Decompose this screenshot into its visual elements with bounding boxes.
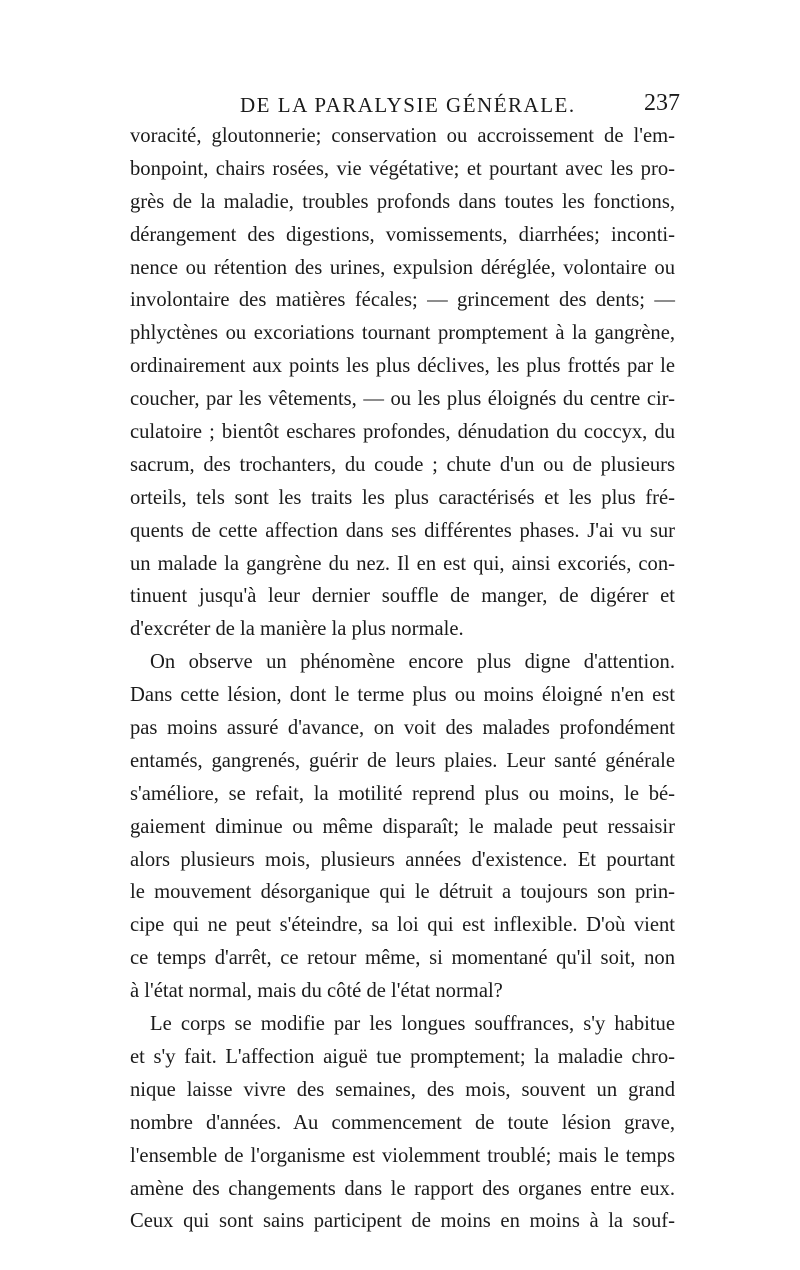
text-line: Ceux qui sont sains participent de moins en moins à la souf- xyxy=(130,1210,675,1233)
text-line: d'excréter de la manière la plus normale. xyxy=(130,618,464,641)
text-line: culatoire ; bientôt eschares profondes, dénudation du coccyx, du xyxy=(130,421,675,444)
text-line: dérangement des digestions, vomissements, diarrhées; inconti- xyxy=(130,223,675,246)
text-line: nique laisse vivre des semaines, des mois, souvent un grand xyxy=(130,1078,675,1101)
text-line: Le corps se modifie par les longues souffrances, s'y habitue xyxy=(150,1013,675,1036)
text-line: s'améliore, se refait, la motilité reprend plus ou moins, le bé- xyxy=(130,782,675,805)
text-line: pas moins assuré d'avance, on voit des malades profondément xyxy=(130,717,675,740)
text-line: involontaire des matières fécales; — grincement des dents; — xyxy=(130,289,675,312)
text-line: phlyctènes ou excoriations tournant promptement à la gangrène, xyxy=(130,322,675,345)
running-header: DE LA PARALYSIE GÉNÉRALE. xyxy=(240,93,576,117)
text-line: orteils, tels sont les traits les plus caractérisés et les plus fré- xyxy=(130,486,675,509)
text-line: amène des changements dans le rapport des organes entre eux. xyxy=(130,1177,675,1200)
text-line: tinuent jusqu'à leur dernier souffle de manger, de digérer et xyxy=(130,585,675,608)
text-line: nence ou rétention des urines, expulsion déréglée, volontaire ou xyxy=(130,256,675,279)
text-line: Dans cette lésion, dont le terme plus ou moins éloigné n'en est xyxy=(130,684,675,707)
body-text xyxy=(130,120,675,1238)
text-line: voracité, gloutonnerie; conservation ou accroissement de l'em- xyxy=(130,125,675,147)
text-line: le mouvement désorganique qui le détruit a toujours son prin- xyxy=(130,881,675,904)
text-line: entamés, gangrenés, guérir de leurs plaies. Leur santé générale xyxy=(130,749,675,772)
text-line: quents de cette affection dans ses différentes phases. J'ai vu sur xyxy=(130,519,675,542)
text-line: grès de la maladie, troubles profonds dans toutes les fonctions, xyxy=(130,190,675,213)
text-line: alors plusieurs mois, plusieurs années d'existence. Et pourtant xyxy=(130,848,675,871)
text-line: un malade la gangrène du nez. Il en est qui, ainsi excoriés, con- xyxy=(130,552,675,575)
text-line: ordinairement aux points les plus déclives, les plus frottés par le xyxy=(130,355,675,378)
text-line: coucher, par les vêtements, — ou les plus éloignés du centre cir- xyxy=(130,388,675,411)
text-line: bonpoint, chairs rosées, vie végétative; et pourtant avec les pro- xyxy=(130,157,675,180)
text-line: On observe un phénomène encore plus digne d'attention. xyxy=(150,651,675,674)
page-number: 237 xyxy=(644,90,680,116)
text-line: nombre d'années. Au commencement de toute lésion grave, xyxy=(130,1111,675,1134)
text-line: gaiement diminue ou même disparaît; le malade peut ressaisir xyxy=(130,815,675,838)
text-line: ce temps d'arrêt, ce retour même, si momentané qu'il soit, non xyxy=(130,947,675,970)
text-line: et s'y fait. L'affection aiguë tue promptement; la maladie chro- xyxy=(130,1045,675,1068)
text-line: l'ensemble de l'organisme est violemment troublé; mais le temps xyxy=(130,1144,675,1167)
text-line: cipe qui ne peut s'éteindre, sa loi qui est inflexible. D'où vient xyxy=(130,914,675,937)
text-line: à l'état normal, mais du côté de l'état normal? xyxy=(130,980,503,1003)
text-line: sacrum, des trochanters, du coude ; chute d'un ou de plusieurs xyxy=(130,453,675,476)
